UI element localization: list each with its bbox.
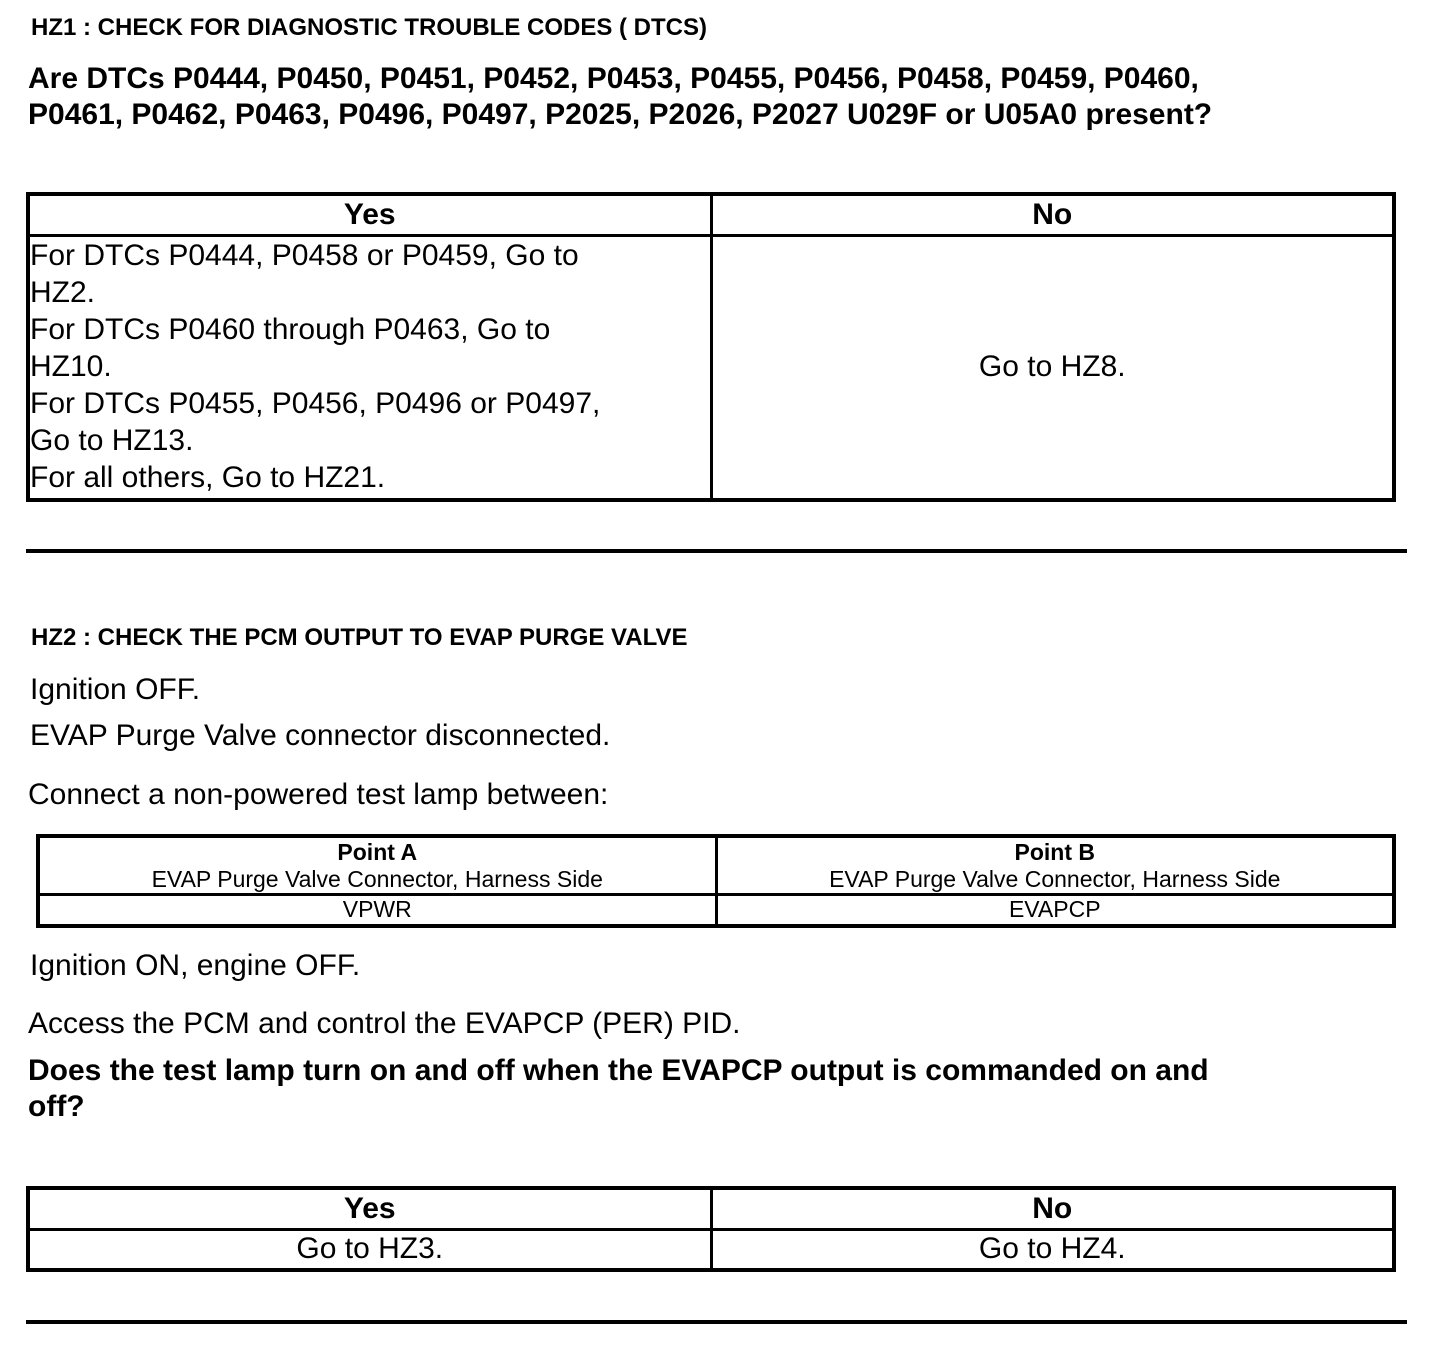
hz1-yes-header: Yes (28, 194, 711, 236)
hz1-result-table (26, 192, 1396, 502)
hz2-instruction: Ignition OFF. (30, 673, 201, 706)
section-divider (26, 549, 1407, 553)
hz1-heading: HZ1 : CHECK FOR DIAGNOSTIC TROUBLE CODES ( DTCS) (31, 14, 707, 41)
hz2-yes-header: Yes (28, 1188, 711, 1230)
hz1-yes-line: For all others, Go to HZ21. (30, 461, 386, 494)
point-b-value: EVAPCP (716, 894, 1394, 926)
hz2-instruction: Ignition ON, engine OFF. (30, 949, 361, 982)
hz2-yes-cell: Go to HZ3. (28, 1230, 711, 1270)
hz2-instruction: EVAP Purge Valve connector disconnected. (30, 719, 611, 752)
section-divider (26, 1320, 1407, 1324)
hz2-no-cell: Go to HZ4. (711, 1230, 1394, 1270)
point-a-header-cell (38, 836, 716, 894)
hz1-yes-line: For DTCs P0460 through P0463, Go to (30, 313, 551, 346)
hz1-yes-line: For DTCs P0444, P0458 or P0459, Go to (30, 239, 579, 272)
hz2-question-line2: off? (28, 1090, 85, 1123)
hz1-no-header: No (711, 194, 1394, 236)
point-a-description: EVAP Purge Valve Connector, Harness Side (151, 865, 603, 892)
hz1-yes-line: HZ2. (30, 276, 96, 309)
hz2-question (28, 1053, 1418, 1125)
point-b-header-cell (716, 836, 1394, 894)
hz2-heading: HZ2 : CHECK THE PCM OUTPUT TO EVAP PURGE VALVE (31, 624, 688, 651)
point-b-title: Point B (1014, 838, 1095, 865)
hz2-question-line1: Does the test lamp turn on and off when the EVAPCP output is commanded on and (28, 1054, 1209, 1087)
hz1-no-cell: Go to HZ8. (711, 236, 1394, 500)
hz2-result-table (26, 1186, 1396, 1272)
hz1-yes-cell (28, 236, 711, 500)
hz1-question-line1: Are DTCs P0444, P0450, P0451, P0452, P0453, P0455, P0456, P0458, P0459, P0460, (28, 62, 1199, 95)
hz1-question-line2: P0461, P0462, P0463, P0496, P0497, P2025, P2026, P2027 U029F or U05A0 present? (28, 98, 1213, 131)
hz1-yes-line: Go to HZ13. (30, 424, 194, 457)
hz2-instruction: Access the PCM and control the EVAPCP (PER) PID. (28, 1007, 741, 1040)
hz2-no-header: No (711, 1188, 1394, 1230)
hz2-instruction: Connect a non-powered test lamp between: (28, 778, 609, 811)
hz1-question (28, 61, 1418, 133)
point-a-value: VPWR (38, 894, 716, 926)
hz1-yes-line: HZ10. (30, 350, 112, 383)
point-a-title: Point A (337, 838, 418, 865)
test-points-table (36, 834, 1396, 928)
point-b-description: EVAP Purge Valve Connector, Harness Side (829, 865, 1281, 892)
hz1-yes-line: For DTCs P0455, P0456, P0496 or P0497, (30, 387, 601, 420)
